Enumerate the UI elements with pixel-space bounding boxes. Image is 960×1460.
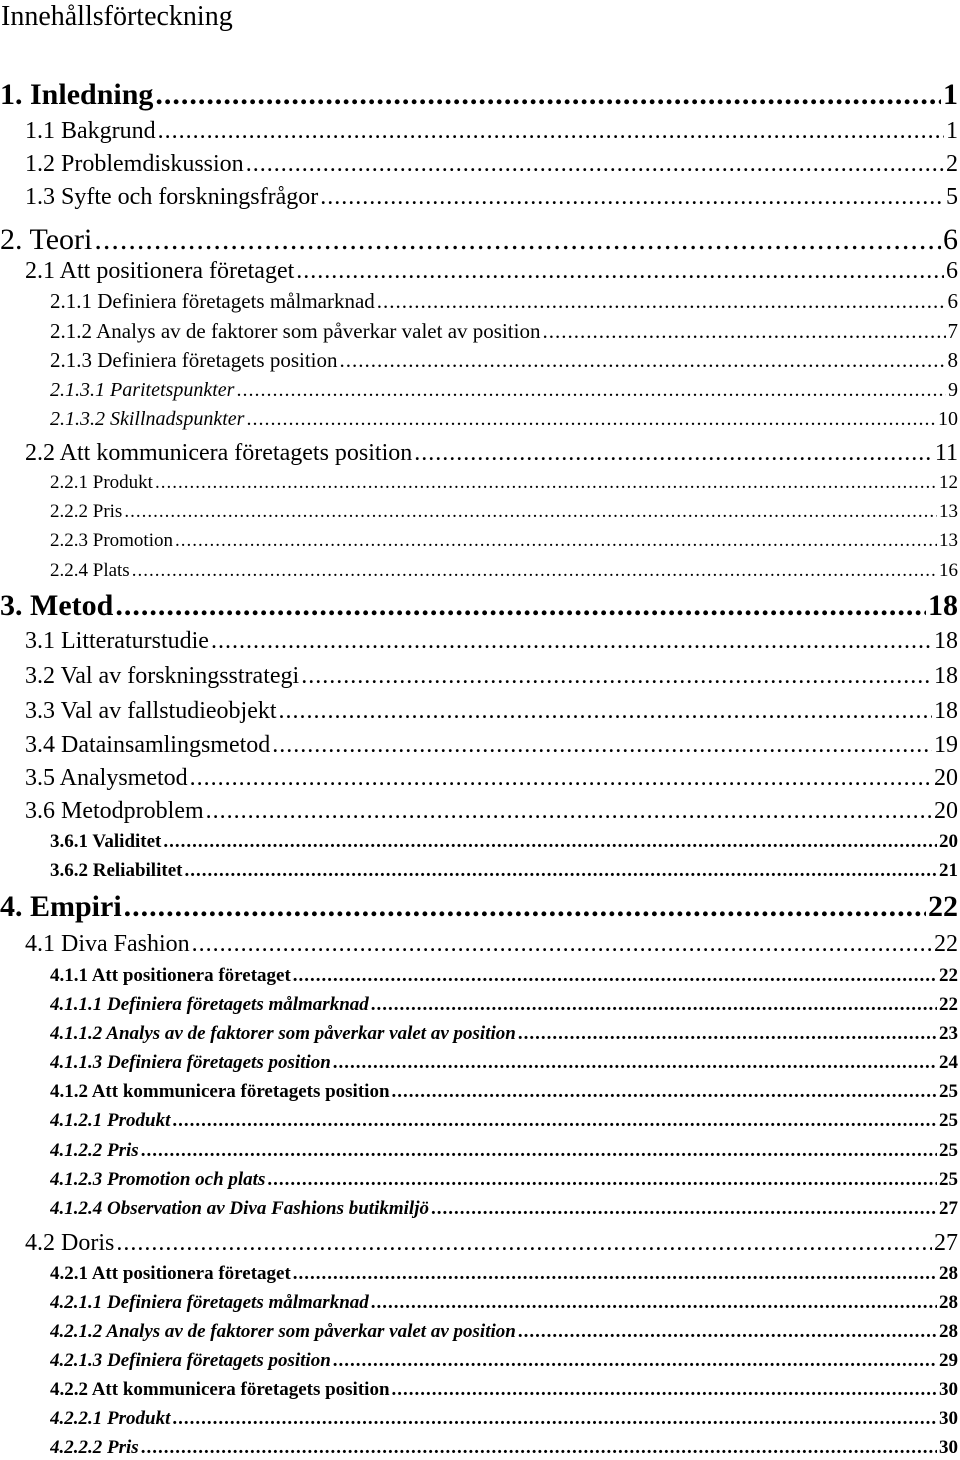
toc-entry	[50, 1051, 958, 1074]
toc-dot-leader	[371, 993, 937, 1016]
toc-dot-leader	[542, 319, 945, 344]
toc-entry	[0, 589, 958, 623]
toc-entry	[50, 1022, 958, 1045]
toc-entry	[50, 830, 958, 853]
toc-dot-leader	[293, 964, 937, 987]
toc-entry	[50, 500, 958, 523]
toc-dot-leader	[124, 890, 926, 924]
toc-entry-page-number: 16	[939, 560, 958, 581]
toc-entry	[0, 223, 958, 257]
toc-dot-leader	[163, 830, 937, 853]
toc-entry-page-number: 13	[939, 501, 958, 522]
toc-entry	[25, 183, 958, 211]
toc-entry	[50, 993, 958, 1016]
toc-entry-label: 4.2.1.3 Definiera företagets position	[50, 1350, 331, 1371]
toc-entry	[50, 1378, 958, 1401]
toc-entry-label: 2.1.3 Definiera företagets position	[50, 348, 338, 372]
toc-entry-label: 2.1.3.2 Skillnadspunkter	[50, 408, 245, 430]
toc-entry-label: 2.2.2 Pris	[50, 501, 123, 522]
toc-entry	[25, 930, 958, 958]
toc-dot-leader	[431, 1197, 937, 1220]
toc-entry-page-number: 6	[947, 289, 958, 313]
toc-dot-leader	[246, 150, 944, 178]
toc-entry-page-number: 28	[939, 1321, 958, 1342]
toc-entry	[50, 1291, 958, 1314]
toc-entry-label: 4.1.1 Att positionera företaget	[50, 965, 291, 986]
toc-entry-label: 4.1.2.1 Produkt	[50, 1110, 171, 1131]
toc-entry-page-number: 28	[939, 1263, 958, 1284]
toc-entry-page-number: 22	[928, 890, 958, 923]
toc-entry-label: 3.5 Analysmetod	[25, 765, 188, 791]
toc-entry-page-number: 6	[943, 223, 958, 256]
toc-entry-page-number: 30	[939, 1379, 958, 1400]
toc-entry-label: 3.3 Val av fallstudieobjekt	[25, 698, 277, 724]
toc-entry	[50, 859, 958, 882]
toc-dot-leader	[172, 1407, 937, 1430]
toc-entry-label: 3.6 Metodproblem	[25, 798, 204, 824]
toc-dot-leader	[320, 183, 944, 211]
toc-entry-page-number: 20	[934, 765, 958, 791]
toc-entry	[0, 78, 958, 112]
toc-entry	[25, 731, 958, 759]
toc-dot-leader	[340, 348, 946, 373]
toc-entry-page-number: 25	[939, 1110, 958, 1131]
toc-entry-label: 4.1.2.4 Observation av Diva Fashions butikmiljö	[50, 1198, 429, 1219]
toc-entry-label: 2.1 Att positionera företaget	[25, 258, 295, 284]
toc-entry-page-number: 2	[946, 151, 958, 177]
toc-entry-page-number: 5	[946, 184, 958, 210]
toc-entry-label: 1.2 Problemdiskussion	[25, 151, 244, 177]
toc-entry	[50, 1168, 958, 1191]
toc-entry-page-number: 1	[943, 78, 958, 111]
toc-entry-label: 2.1.3.1 Paritetspunkter	[50, 379, 235, 401]
toc-dot-leader	[141, 1436, 937, 1459]
toc-entry-page-number: 6	[946, 258, 958, 284]
toc-entry	[50, 1139, 958, 1162]
toc-entry-page-number: 28	[939, 1292, 958, 1313]
toc-entry	[50, 289, 958, 314]
toc-dot-leader	[392, 1378, 937, 1401]
toc-entry-label: 1.1 Bakgrund	[25, 118, 156, 144]
toc-dot-leader	[301, 662, 932, 690]
toc-entry	[50, 319, 958, 344]
toc-entry-page-number: 30	[939, 1408, 958, 1429]
toc-entry-page-number: 9	[948, 379, 958, 401]
toc-entry	[25, 627, 958, 655]
toc-entry-page-number: 22	[939, 994, 958, 1015]
toc-entry-label: 4.2.2.1 Produkt	[50, 1408, 171, 1429]
toc-entry-label: 3.6.2 Reliabilitet	[50, 860, 183, 881]
toc-entry-page-number: 22	[939, 965, 958, 986]
toc-entry	[50, 471, 958, 494]
toc-entry-label: 4.1.2 Att kommunicera företagets position	[50, 1081, 390, 1102]
toc-entry-label: 3. Metod	[0, 589, 114, 622]
toc-entry-label: 4.2.1 Att positionera företaget	[50, 1263, 291, 1284]
toc-dot-leader	[115, 589, 926, 623]
toc-entry-label: 4.2 Doris	[25, 1230, 115, 1256]
toc-entry-label: 3.4 Datainsamlingsmetod	[25, 732, 271, 758]
toc-entry-page-number: 18	[928, 589, 958, 622]
toc-entry-label: 2.2 Att kommunicera företagets position	[25, 440, 413, 466]
toc-entry	[25, 439, 958, 467]
toc-dot-leader	[155, 78, 941, 112]
toc-entry	[25, 150, 958, 178]
toc-entry-label: 4.2.2.2 Pris	[50, 1437, 139, 1458]
toc-dot-leader	[175, 529, 937, 552]
toc-title: Innehållsförteckning	[1, 1, 233, 32]
toc-entry	[50, 529, 958, 552]
toc-dot-leader	[94, 223, 941, 257]
toc-entry-label: 4.2.2 Att kommunicera företagets position	[50, 1379, 390, 1400]
toc-entry	[50, 348, 958, 373]
toc-entry	[0, 890, 958, 924]
toc-entry-label: 2.2.1 Produkt	[50, 472, 153, 493]
toc-entry-label: 4.1.2.3 Promotion och plats	[50, 1169, 266, 1190]
toc-entry-page-number: 27	[939, 1198, 958, 1219]
toc-dot-leader	[190, 764, 932, 792]
toc-entry	[50, 964, 958, 987]
toc-entry-label: 2. Teori	[0, 223, 93, 256]
toc-entry-label: 4.2.1.1 Definiera företagets målmarknad	[50, 1292, 369, 1313]
toc-dot-leader	[272, 731, 932, 759]
toc-entry	[50, 1262, 958, 1285]
toc-entry-label: 1. Inledning	[0, 78, 154, 111]
toc-entry	[25, 662, 958, 690]
toc-dot-leader	[132, 559, 937, 582]
toc-entry-page-number: 20	[939, 831, 958, 852]
toc-entry	[50, 1320, 958, 1343]
toc-dot-leader	[377, 289, 946, 314]
toc-dot-leader	[246, 407, 936, 431]
toc-entry	[50, 1080, 958, 1103]
toc-entry	[25, 797, 958, 825]
toc-entry-page-number: 13	[939, 530, 958, 551]
toc-entry-page-number: 10	[938, 408, 958, 430]
toc-dot-leader	[518, 1320, 937, 1343]
toc-dot-leader	[184, 859, 937, 882]
toc-entry-label: 2.2.4 Plats	[50, 560, 130, 581]
toc-dot-leader	[141, 1139, 937, 1162]
toc-entry-page-number: 21	[939, 860, 958, 881]
toc-entry-label: 4.2.1.2 Analys av de faktorer som påverkar valet av position	[50, 1321, 516, 1342]
toc-dot-leader	[236, 378, 946, 402]
toc-entry-page-number: 18	[934, 698, 958, 724]
toc-entry	[50, 407, 958, 431]
toc-entry-label: 4.1.1.1 Definiera företagets målmarknad	[50, 994, 369, 1015]
toc-entry-label: 2.1.2 Analys av de faktorer som påverkar valet av position	[50, 319, 541, 343]
toc-entry-page-number: 30	[939, 1437, 958, 1458]
toc-entry-label: 4.1.1.3 Definiera företagets position	[50, 1052, 331, 1073]
toc-entry-label: 1.3 Syfte och forskningsfrågor	[25, 184, 319, 210]
toc-entry-page-number: 19	[934, 732, 958, 758]
toc-entry	[50, 1109, 958, 1132]
toc-entry	[50, 378, 958, 402]
toc-entry-label: 2.2.3 Promotion	[50, 530, 173, 551]
toc-entry-page-number: 1	[946, 118, 958, 144]
toc-entry-page-number: 29	[939, 1350, 958, 1371]
toc-dot-leader	[333, 1051, 937, 1074]
toc-dot-leader	[172, 1109, 937, 1132]
toc-dot-leader	[392, 1080, 937, 1103]
toc-entry	[25, 764, 958, 792]
toc-entry	[50, 1436, 958, 1459]
toc-dot-leader	[293, 1262, 937, 1285]
toc-dot-leader	[192, 930, 932, 958]
toc-entry-page-number: 12	[939, 472, 958, 493]
toc-entry-page-number: 25	[939, 1081, 958, 1102]
toc-entry-label: 3.6.1 Validitet	[50, 831, 162, 852]
toc-entry-page-number: 18	[934, 628, 958, 654]
toc-entry	[50, 1349, 958, 1372]
toc-entry-label: 4.1.2.2 Pris	[50, 1140, 139, 1161]
toc-dot-leader	[116, 1229, 932, 1257]
toc-entry-label: 3.1 Litteraturstudie	[25, 628, 209, 654]
toc-dot-leader	[206, 797, 932, 825]
toc-dot-leader	[211, 627, 932, 655]
toc-dot-leader	[124, 500, 937, 523]
toc-dot-leader	[267, 1168, 937, 1191]
toc-entry	[25, 257, 958, 285]
toc-entry	[25, 117, 958, 145]
toc-entry-page-number: 7	[947, 319, 958, 343]
toc-dot-leader	[296, 257, 944, 285]
toc-entry-page-number: 25	[939, 1140, 958, 1161]
toc-entry	[50, 559, 958, 582]
toc-dot-leader	[414, 439, 933, 467]
toc-entry-page-number: 8	[947, 348, 958, 372]
toc-entry-label: 3.2 Val av forskningsstrategi	[25, 663, 300, 689]
toc-dot-leader	[518, 1022, 937, 1045]
toc-dot-leader	[371, 1291, 937, 1314]
toc-dot-leader	[158, 117, 944, 145]
toc-entry	[50, 1197, 958, 1220]
toc-dot-leader	[333, 1349, 937, 1372]
toc-entry-label: 4.1.1.2 Analys av de faktorer som påverkar valet av position	[50, 1023, 516, 1044]
toc-entry-page-number: 23	[939, 1023, 958, 1044]
toc-entry	[50, 1407, 958, 1430]
toc-dot-leader	[155, 471, 937, 494]
toc-entry-page-number: 22	[934, 931, 958, 957]
toc-entry	[25, 697, 958, 725]
toc-entry-page-number: 18	[934, 663, 958, 689]
toc-entry-page-number: 11	[934, 440, 958, 466]
toc-entry-page-number: 20	[934, 798, 958, 824]
toc-entry-label: 2.1.1 Definiera företagets målmarknad	[50, 289, 375, 313]
toc-entry	[25, 1229, 958, 1257]
toc-entry-page-number: 24	[939, 1052, 958, 1073]
toc-entry-page-number: 27	[934, 1230, 958, 1256]
toc-entry-label: 4. Empiri	[0, 890, 122, 923]
toc-dot-leader	[279, 697, 932, 725]
toc-entry-label: 4.1 Diva Fashion	[25, 931, 190, 957]
toc-entry-page-number: 25	[939, 1169, 958, 1190]
